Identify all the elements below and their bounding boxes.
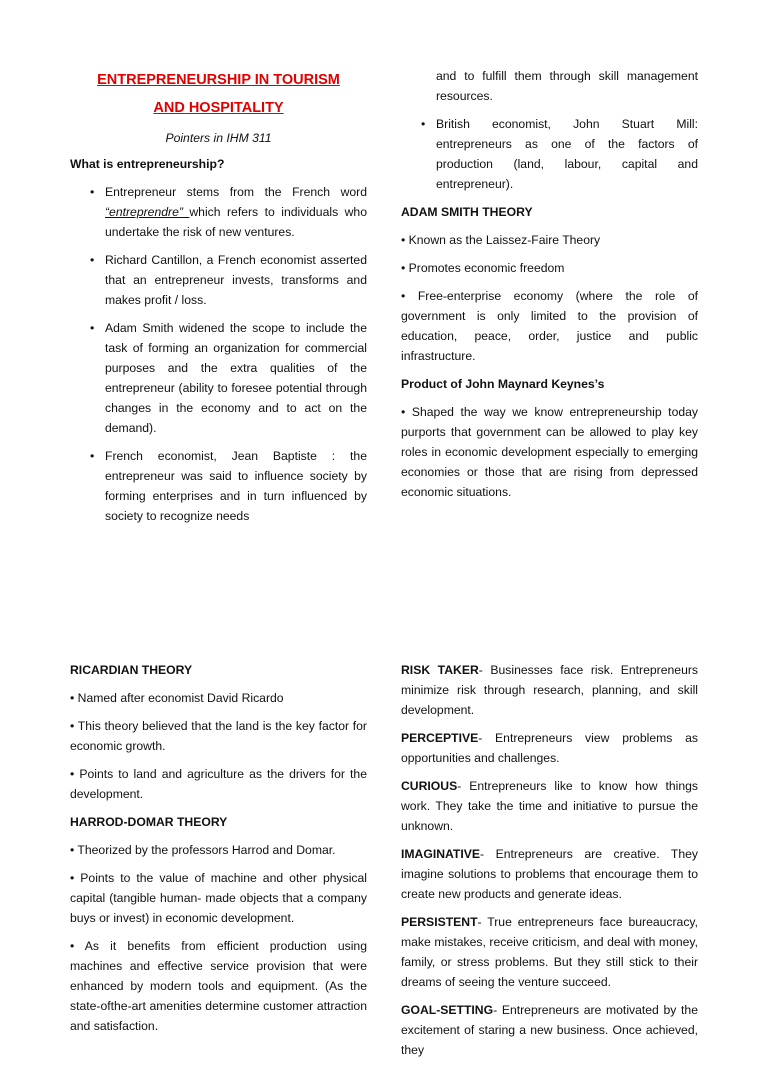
section-heading-adam-smith: ADAM SMITH THEORY xyxy=(401,205,533,219)
trait-persistent xyxy=(401,912,698,992)
section-heading-ricardian: RICARDIAN THEORY xyxy=(70,663,193,677)
trait-text: - Entrepreneurs are motivated by the excitement of staring a new business. Once achieved, they xyxy=(401,1003,698,1057)
trait-text: - Entrepreneurs view problems as opportunities and challenges. xyxy=(401,731,698,765)
page2-right-column xyxy=(401,660,698,1068)
list-item: • British economist, John Stuart Mill: entrepreneurs as one of the factors of production (land, labour, capital and entrepreneur). xyxy=(401,114,698,194)
trait-term: PERSISTENT xyxy=(401,915,478,929)
document-subtitle: Pointers in IHM 311 xyxy=(165,131,272,145)
paragraph: • Points to the value of machine and other physical capital (tangible human- made objects that a company buys or invest) in economic development. xyxy=(70,871,367,925)
document-title xyxy=(70,66,367,122)
bullet-text: Entrepreneur stems from the French word xyxy=(105,185,367,199)
paragraph: • Points to land and agriculture as the drivers for the development. xyxy=(70,767,367,801)
title-line-1: ENTREPRENEURSHIP IN TOURISM xyxy=(97,72,340,88)
paragraph: • This theory believed that the land is the key factor for economic growth. xyxy=(70,719,367,753)
trait-text: - True entrepreneurs face bureaucracy, make mistakes, receive criticism, and deal with money, family, or stress problems. But they still stick to their dreams of seeing the venture succeed. xyxy=(401,915,698,989)
continued-text: and to fulfill them through skill management resources. xyxy=(436,69,698,103)
trait-term: CURIOUS xyxy=(401,779,458,793)
trait-term: GOAL-SETTING xyxy=(401,1003,494,1017)
trait-term: IMAGINATIVE xyxy=(401,847,480,861)
page1-left-column xyxy=(70,66,367,534)
bullet-text: which refers to individuals who undertake the risk of new ventures. xyxy=(105,205,367,239)
list-item xyxy=(70,182,367,242)
trait-term: PERCEPTIVE xyxy=(401,731,479,745)
trait-curious xyxy=(401,776,698,836)
page1-right-column xyxy=(401,66,698,510)
question-heading: What is entrepreneurship? xyxy=(70,157,225,171)
paragraph: • Shaped the way we know entrepreneurship today purports that government can be allowed to play key roles in economic development especially to emerging economies or those that are rising from depressed economic situations. xyxy=(401,405,698,499)
paragraph: • Promotes economic freedom xyxy=(401,261,565,275)
trait-text: - Entrepreneurs like to know how things work. They take the time and initiative to pursue the unknown. xyxy=(401,779,698,833)
paragraph: • Named after economist David Ricardo xyxy=(70,691,284,705)
paragraph: • As it benefits from efficient production using machines and effective service provision that were enhanced by modern tools and equipment. (As the state-ofthe-art amenities determine customer attraction and satisfaction. xyxy=(70,939,367,1033)
section-heading-keynes: Product of John Maynard Keynes’s xyxy=(401,377,605,391)
definition-list xyxy=(70,182,367,526)
trait-perceptive xyxy=(401,728,698,768)
trait-risk-taker xyxy=(401,660,698,720)
paragraph: • Free-enterprise economy (where the role of government is only limited to the provision of education, peace, order, justice and public infrastructure. xyxy=(401,289,698,363)
list-item: • Richard Cantillon, a French economist asserted that an entrepreneur invests, transforms and makes profit / loss. xyxy=(70,250,367,310)
trait-text: - Entrepreneurs are creative. They imagine solutions to problems that encourage them to create new products and generate ideas. xyxy=(401,847,698,901)
page2-left-column xyxy=(70,660,367,1044)
trait-goal-setting xyxy=(401,1000,698,1060)
list-item: • Adam Smith widened the scope to include the task of forming an organization for commercial purposes and the extra qualities of the entrepreneur (ability to foresee potential through changes in the economy and to act on the demand). xyxy=(70,318,367,438)
french-term: “entreprendre” xyxy=(105,205,190,219)
title-line-2: AND HOSPITALITY xyxy=(153,100,284,116)
trait-term: RISK TAKER xyxy=(401,663,479,677)
trait-imaginative xyxy=(401,844,698,904)
paragraph: • Known as the Laissez-Faire Theory xyxy=(401,233,601,247)
trait-text: - Businesses face risk. Entrepreneurs minimize risk through research, planning, and skill development. xyxy=(401,663,698,717)
list-item: • French economist, Jean Baptiste : the entrepreneur was said to influence society by forming enterprises and in turn influenced by society to recognize needs xyxy=(70,446,367,526)
paragraph: • Theorized by the professors Harrod and Domar. xyxy=(70,843,336,857)
section-heading-harrod-domar: HARROD-DOMAR THEORY xyxy=(70,815,228,829)
definition-list-continued xyxy=(401,114,698,194)
